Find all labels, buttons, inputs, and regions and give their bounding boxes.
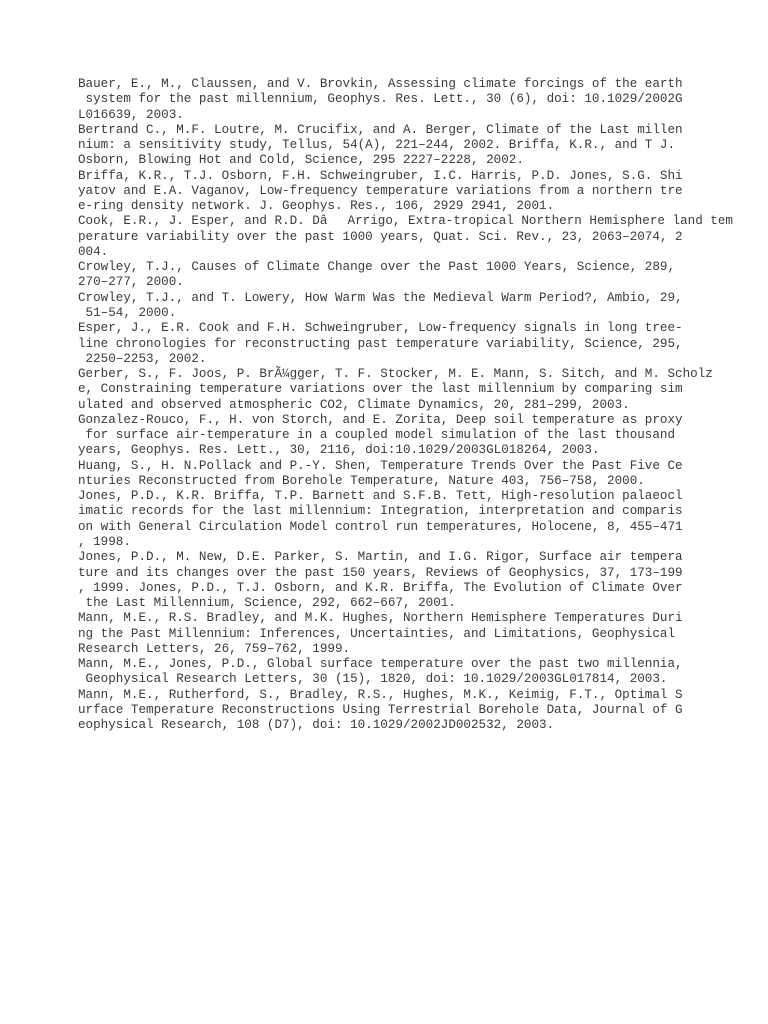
reference-text-line: perature variability over the past 1000 years, Quat. Sci. Rev., 23, 2063–2074, 2 <box>78 229 683 244</box>
reference-text-line: ture and its changes over the past 150 years, Reviews of Geophysics, 37, 173–199 <box>78 565 683 580</box>
reference-text-line: line chronologies for reconstructing past temperature variability, Science, 295, <box>78 336 683 351</box>
reference-text-line: the Last Millennium, Science, 292, 662–667, 2001. <box>78 596 456 611</box>
reference-text-line: on with General Circulation Model control run temperatures, Holocene, 8, 455–471 <box>78 519 683 534</box>
reference-text-line: eophysical Research, 108 (D7), doi: 10.1029/2002JD002532, 2003. <box>78 718 555 733</box>
reference-text-line: , 1998. <box>78 534 131 549</box>
reference-text-line: nium: a sensitivity study, Tellus, 54(A), 221–244, 2002. Briffa, K.R., and T J. <box>78 138 676 153</box>
reference-text-line: 270–277, 2000. <box>78 275 184 290</box>
reference-text-line: Crowley, T.J., Causes of Climate Change over the Past 1000 Years, Science, 289, <box>78 260 676 275</box>
reference-text-line: Huang, S., H. N.Pollack and P.-Y. Shen, Temperature Trends Over the Past Five Ce <box>78 458 683 473</box>
reference-text-line: Bertrand C., M.F. Loutre, M. Crucifix, and A. Berger, Climate of the Last millen <box>78 122 683 137</box>
reference-text-line: e-ring density network. J. Geophys. Res., 106, 2929 2941, 2001. <box>78 199 555 214</box>
reference-text-line: Geophysical Research Letters, 30 (15), 1820, doi: 10.1029/2003GL017814, 2003. <box>78 672 668 687</box>
reference-text-line: Bauer, E., M., Claussen, and V. Brovkin, Assessing climate forcings of the earth <box>78 77 683 91</box>
reference-text-line: Jones, P.D., K.R. Briffa, T.P. Barnett and S.F.B. Tett, High-resolution palaeocl <box>78 489 683 504</box>
reference-text-line: ng the Past Millennium: Inferences, Uncertainties, and Limitations, Geophysical <box>78 626 676 641</box>
reference-text-line: Cook, E.R., J. Esper, and R.D. DâArrigo, Extra-tropical Northern Hemisphere land tem <box>78 214 733 229</box>
reference-text-line: ulated and observed atmospheric CO2, Climate Dynamics, 20, 281–299, 2003. <box>78 397 630 412</box>
reference-text-line: Esper, J., E.R. Cook and F.H. Schweingruber, Low-frequency signals in long tree- <box>78 321 683 336</box>
reference-text-line: 004. <box>78 244 109 259</box>
reference-text-line: Gerber, S., F. Joos, P. BrÃ¼gger, T. F. Stocker, M. E. Mann, S. Sitch, and M. Scholz <box>78 367 713 382</box>
reference-text-line: Research Letters, 26, 759–762, 1999. <box>78 641 351 656</box>
reference-text-line: 2250–2253, 2002. <box>78 351 207 366</box>
reference-text-line: 51–54, 2000. <box>78 305 177 320</box>
reference-text-line: Mann, M.E., R.S. Bradley, and M.K. Hughes, Northern Hemisphere Temperatures Duri <box>78 611 683 626</box>
reference-text-line: system for the past millennium, Geophys. Res. Lett., 30 (6), doi: 10.1029/2002G <box>78 92 683 107</box>
reference-text-line: Jones, P.D., M. New, D.E. Parker, S. Martin, and I.G. Rigor, Surface air tempera <box>78 550 683 565</box>
reference-text-line: Mann, M.E., Jones, P.D., Global surface temperature over the past two millennia, <box>78 657 683 672</box>
reference-text-line: imatic records for the last millennium: Integration, interpretation and comparis <box>78 504 683 519</box>
reference-text-line: Crowley, T.J., and T. Lowery, How Warm Was the Medieval Warm Period?, Ambio, 29, <box>78 290 683 305</box>
reference-text-line: urface Temperature Reconstructions Using Terrestrial Borehole Data, Journal of G <box>78 702 683 717</box>
reference-text-line: Mann, M.E., Rutherford, S., Bradley, R.S., Hughes, M.K., Keimig, F.T., Optimal S <box>78 687 683 702</box>
reference-text-line: , 1999. Jones, P.D., T.J. Osborn, and K.R. Briffa, The Evolution of Climate Over <box>78 580 683 595</box>
reference-text-line: e, Constraining temperature variations over the last millennium by comparing sim <box>78 382 683 397</box>
reference-text-line: Osborn, Blowing Hot and Cold, Science, 295 2227–2228, 2002. <box>78 153 524 168</box>
reference-text-line: Gonzalez-Rouco, F., H. von Storch, and E. Zorita, Deep soil temperature as proxy <box>78 412 683 427</box>
reference-list <box>78 77 768 733</box>
reference-text-line: yatov and E.A. Vaganov, Low-frequency temperature variations from a northern tre <box>78 183 683 198</box>
reference-text-line: Briffa, K.R., T.J. Osborn, F.H. Schweingruber, I.C. Harris, P.D. Jones, S.G. Shi <box>78 168 683 183</box>
reference-text-line: for surface air-temperature in a coupled model simulation of the last thousand <box>78 428 676 443</box>
reference-text-line: nturies Reconstructed from Borehole Temperature, Nature 403, 756–758, 2000. <box>78 473 645 488</box>
reference-text-line: years, Geophys. Res. Lett., 30, 2116, doi:10.1029/2003GL018264, 2003. <box>78 443 600 458</box>
reference-text-line: L016639, 2003. <box>78 107 184 122</box>
